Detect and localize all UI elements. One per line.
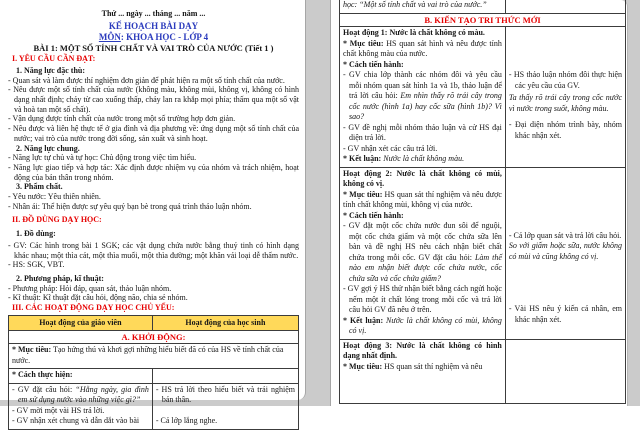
paragraph [343, 70, 502, 123]
text-segment: - Nêu được một số tính chất của nước (không màu, không mùi, không vị, không có hình dạng nhất định; chảy từ cao xuống thấp, chảy lan ra khắp mọi phía; thấm qua một số vật và hoà tan một số chất). [8, 85, 299, 114]
student-cell-paragraphs [509, 231, 622, 326]
paragraph [156, 385, 295, 406]
bold-segment: * Cách tiến hành: [343, 59, 404, 69]
activities-table-right [339, 0, 626, 404]
teacher-cell [9, 383, 153, 429]
paragraph [343, 190, 502, 211]
paragraph [8, 54, 299, 64]
text-segment: - Yêu nước: Yêu thiên nhiên. [8, 192, 101, 202]
student-cell-paragraphs [509, 70, 622, 141]
paragraph [8, 229, 299, 239]
text-segment: - Nhân ái: Thể hiện được sự yêu quý bạn bè trong quá trình thảo luận nhóm. [8, 201, 252, 211]
text-segment: - Đại diện nhóm trình bày, nhóm khác nhận xét. [508, 120, 622, 140]
text-segment: - Quan sát và làm được thí nghiệm đơn giản để phát hiện ra một số tính chất của nước. [8, 75, 285, 85]
text-segment: - Nêu được và liên hệ thực tế ở gia đình và địa phương về: ứng dụng một số tính chất của nước; vai trò của nước trong đời sống, sản xuất và sinh hoạt. [8, 124, 299, 143]
teacher-cell [340, 27, 506, 168]
paragraph [12, 416, 149, 427]
section-b-heading: B. KIẾN TẠO TRI THỨC MỚI [340, 13, 626, 27]
text-segment: - GV: Các hình trong bài 1 SGK; các vật dụng chứa nước bằng thuỷ tinh có hình dạng khác nhau; một thìa cát, một thìa muối, một thìa đường; một khăn vải loại dễ thấm nước. [8, 240, 299, 260]
paragraph [8, 66, 299, 76]
paragraph [8, 85, 299, 114]
text-segment: - Năng lực tự chủ và tự học: Chủ động trong việc tìm hiểu. [8, 153, 197, 163]
student-cell [505, 167, 625, 339]
paragraph [343, 154, 502, 165]
paragraph [8, 293, 299, 303]
bold-segment: * Mục tiêu: [343, 38, 384, 48]
carry-over-row [340, 0, 626, 13]
bold-segment: * Cách thực hiện: [12, 370, 73, 380]
text-segment: - GV đặt câu hỏi: [12, 384, 76, 394]
paragraph [8, 303, 299, 313]
text-segment: 2. Phương pháp, kĩ thuật: [16, 273, 104, 283]
teacher-cell-paragraphs [343, 0, 502, 11]
text-segment: Tạo hứng thú và khơi gợi những hiểu biết đã có của HS về tính chất của nước. [12, 345, 284, 365]
paragraph [509, 231, 622, 242]
page-left-content [0, 0, 305, 430]
paragraph [343, 123, 502, 144]
text-segment: - GV đặt một cốc chứa nước đun sôi để nguội, một cốc chứa giấm và một cốc chứa sữa lên bàn và đề nghị HS nêu cách nhận biết chất chứa trong mỗi cốc. GV đặt câu hỏi: [343, 221, 502, 262]
front-matter [8, 9, 299, 313]
text-segment: - GV đề nghị mỗi nhóm thảo luận và cử HS đại diện trả lời. [343, 122, 502, 142]
paragraph [343, 0, 502, 11]
text-segment: - GV nhận xét chung và dẫn dắt vào bài [12, 416, 140, 426]
text-segment: - Cả lớp lắng nghe. [155, 415, 218, 425]
section-a-row [9, 330, 299, 344]
bold-segment: * Mục tiêu: [343, 189, 383, 199]
bold-segment: Hoạt động 1: Nước là chất không có màu. [343, 28, 485, 37]
teacher-cell-paragraphs [12, 370, 149, 381]
paragraph [8, 76, 299, 86]
cach-thuc-hien-row [9, 369, 299, 384]
text-segment: 2. Năng lực chung. [16, 143, 80, 153]
paragraph [343, 169, 502, 190]
empty-cell [152, 369, 298, 384]
italic-segment: Làm thế nào em nhận biết được cốc chứa nước, cốc chứa sữa và cốc chứa giấm? [349, 252, 502, 283]
paragraph [8, 114, 299, 124]
paragraph [509, 304, 622, 325]
paragraph [12, 385, 149, 406]
text-segment: - Phương pháp: Hỏi đáp, quan sát, thảo luận nhóm. [8, 283, 172, 293]
table-header-row [9, 315, 299, 330]
italic-segment: Ta thấy rõ trái cây trong cốc nước vì nước trong suốt, không màu. [508, 93, 622, 113]
text-segment: - GV gợi ý HS thử nhận biết bằng cách ngửi hoặc nếm một ít chất lỏng trong mỗi cốc và trả lời câu hỏi GV đã nêu ở trên. [343, 284, 502, 314]
bold-segment: Hoạt động 3: Nước là chất không có hình dạng nhất định. [343, 340, 502, 360]
paragraph [343, 60, 502, 71]
text-segment: - HS: SGK, VBT. [8, 260, 65, 270]
text-segment: - Cả lớp quan sát và trả lời câu hỏi. [508, 230, 622, 240]
teacher-cell [340, 167, 506, 339]
paragraph [8, 260, 299, 270]
empty-cell [505, 339, 625, 403]
section-b-row [340, 13, 626, 27]
activity-2-row [340, 167, 626, 339]
text-segment: - GV chia lớp thành các nhóm đôi và yêu cầu mỗi nhóm quan sát hình 1a và 1b, thảo luận để trả lời câu hỏi: [343, 70, 502, 100]
paragraph [8, 124, 299, 143]
text-segment: - HS trả lời theo hiểu biết và trải nghiệm bản thân. [155, 384, 295, 405]
cach-thuc-hien-cell [9, 369, 153, 384]
text-segment: I. YÊU CẦU CẦN ĐẠT: [12, 54, 96, 64]
paragraph [8, 153, 299, 163]
text-segment: 3. Phẩm chất. [16, 182, 63, 192]
muc-tieu-row [9, 344, 299, 369]
bold-segment: * Mục tiêu: [12, 345, 52, 355]
text-segment: HS quan sát thí nghiệm và nêu [382, 361, 483, 371]
teacher-cell-paragraphs [343, 169, 502, 337]
paragraph [343, 39, 502, 60]
italic-segment: Nước là chất không màu. [381, 154, 465, 163]
paragraph [8, 21, 299, 32]
section-a-heading: A. KHỞI ĐỘNG: [9, 330, 299, 344]
bold-segment: * Mục tiêu: [343, 361, 383, 371]
text-segment: II. ĐỒ DÙNG DẠY HỌC: [12, 215, 102, 225]
paragraph [8, 9, 299, 19]
bold-segment: * Kết luận: [343, 315, 384, 325]
text-segment: III. CÁC HOẠT ĐỘNG DẠY HỌC CHỦ YẾU: [12, 303, 175, 313]
text-segment: - Năng lực giao tiếp và hợp tác: Xác định được nhiệm vụ của nhóm và trách nhiệm, hoạt động của bản thân trong nhóm. [8, 162, 299, 182]
text-segment: : KHOA HỌC - LỚP 4 [120, 31, 209, 42]
bold-segment: Hoạt động 2: Nước là chất không có mùi, không có vị. [343, 168, 502, 188]
page-left[interactable] [0, 0, 306, 426]
italic-segment: “Hằng ngày, gia đình em sử dụng nước vào những việc gì?” [18, 384, 149, 405]
paragraph [343, 341, 502, 362]
text-segment: Thứ ... ngày ... tháng ... năm ... [101, 9, 206, 18]
paragraph [509, 241, 622, 262]
text-segment: - HS thảo luận nhóm đôi thực hiện các yêu cầu của GV. [508, 70, 622, 90]
paragraph [343, 362, 502, 373]
paragraph [509, 93, 622, 114]
paragraph [8, 163, 299, 182]
teacher-cell-paragraphs [343, 341, 502, 373]
paragraph [12, 370, 149, 381]
student-cell [505, 27, 625, 168]
paragraph [8, 284, 299, 294]
paragraph [343, 211, 502, 222]
teacher-cell [340, 339, 506, 403]
paragraph [8, 202, 299, 212]
paragraph [343, 28, 502, 39]
text-segment: - GV mời một vài HS trả lời. [12, 405, 105, 415]
italic-segment: Em nhìn thấy rõ trái cây trong cốc nước (hình 1a) hay cốc sữa (hình 1b)? Vì sao? [349, 91, 502, 121]
text-segment: KẾ HOẠCH BÀI DẠY [108, 20, 199, 31]
col-header-teacher: Hoạt động của giáo viên [9, 315, 153, 330]
paragraph [8, 192, 299, 202]
text-segment: - Vận dụng được tính chất của nước trong một số trường hợp đơn giản. [8, 114, 236, 124]
paragraph [343, 221, 502, 284]
activity-1-row [340, 27, 626, 168]
bold-segment: * Cách tiến hành: [343, 210, 404, 220]
paragraph [8, 32, 299, 43]
page-right[interactable] [330, 0, 628, 406]
khoi-dong-content-row [9, 383, 299, 429]
activities-table-left [8, 315, 299, 430]
teacher-cell-paragraphs [12, 385, 149, 427]
bold-segment: * Kết luận: [343, 154, 382, 163]
paragraph [8, 274, 299, 284]
text-segment: - Vài HS nêu ý kiến cá nhân, em khác nhận xét. [508, 304, 622, 324]
text-segment: 1. Năng lực đặc thù: [16, 65, 86, 75]
teacher-cell [340, 0, 506, 13]
paragraph [8, 215, 299, 225]
empty-cell [505, 0, 625, 13]
col-header-student: Hoạt động của học sinh [152, 315, 298, 330]
paragraph [343, 316, 502, 337]
text-segment: 1. Đồ dùng: [16, 229, 56, 239]
paragraph [8, 182, 299, 192]
paragraph [156, 416, 295, 427]
text-segment: HS quan sát thí nghiệm và nêu được tính chất không mùi, không vị của nước. [343, 189, 502, 209]
text-segment: - Kĩ thuật: Kĩ thuật đặt câu hỏi, động não, chia sẻ nhóm. [8, 293, 188, 303]
paragraph [343, 284, 502, 316]
paragraph [509, 120, 622, 141]
paragraph [509, 70, 622, 91]
italic-segment: học: “Một số tính chất và vai trò của nước.” [343, 0, 487, 9]
teacher-cell-paragraphs [343, 28, 502, 165]
paragraph [12, 406, 149, 417]
student-cell-paragraphs [156, 385, 295, 427]
italic-segment: Nước là chất không có mùi, không có vị. [349, 315, 502, 335]
paragraph [8, 241, 299, 260]
text-segment: BÀI 1: MỘT SỐ TÍNH CHẤT VÀ VAI TRÒ CỦA NƯỚC (Tiết 1 ) [33, 42, 274, 53]
paragraph [343, 144, 502, 155]
paragraph [8, 144, 299, 154]
bold-segment: MÔN [98, 31, 121, 42]
student-cell [152, 383, 298, 429]
paragraph [8, 43, 299, 55]
activity-3-row [340, 339, 626, 403]
muc-tieu-cell [9, 344, 299, 369]
italic-segment: So với giấm hoặc sữa, nước không có mùi và cũng không có vị. [508, 241, 622, 261]
text-segment: - GV nhận xét các câu trả lời. [343, 143, 438, 153]
text-segment: HS quan sát hình và nêu được tính chất không màu của nước. [343, 38, 502, 58]
